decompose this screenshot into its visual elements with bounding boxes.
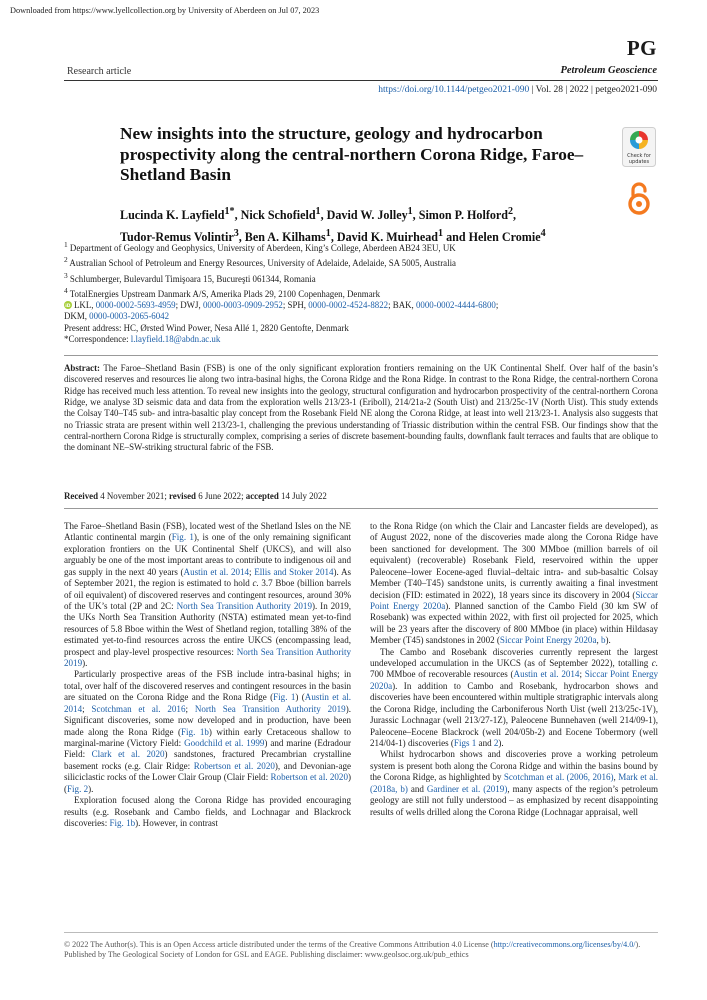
author-sup: 1 (325, 227, 331, 239)
author-sup: 2 (507, 206, 514, 217)
ref-link[interactable]: Austin et al. 2014 (64, 692, 351, 714)
author-name[interactable]: Lucinda K. Layfield (120, 208, 225, 223)
ref-link[interactable]: Siccar Point Energy 2020a (370, 669, 659, 691)
ref-link[interactable]: North Sea Transition Authority 2019 (64, 646, 351, 669)
correspondence-email-link[interactable]: l.layfield.18@abdn.ac.uk (130, 333, 221, 344)
present-address: Present address: HC, Ørsted Wind Power, Nesa Allé 1, 2820 Gentofte, Denmark (64, 322, 349, 333)
paragraph: Whilst hydrocarbon shows and discoveries prove a working petroleum system is present both along the Corona Ridge and within the basins bound by the Corona Ridge, as highlighted by Scotchman et al. (2006, 2016), Mark et al. (2018a, b) and Gardiner et al. (2019), many aspects of the region’s petroleum geology are still not fully understood – as emphasized by recent disappointing results of wells drilled along the Corona Ridge (Lochnagar appraisal, well (370, 749, 658, 817)
orcid-line: iDLKL, 0000-0002-5693-4959; DWJ, 0000-0003-0909-2952; SPH, 0000-0002-4524-8822; BAK, 0000-0002-4444-6800; (64, 300, 658, 311)
ref-link[interactable]: Robertson et al. 2020 (270, 772, 348, 783)
affiliation-1: $^1$ Department of Geology and Geophysics, University of Aberdeen, King’s College, Aberdeen AB24 3EU, UK (64, 240, 456, 253)
check-for-updates-icon (622, 127, 656, 167)
author-name[interactable]: , David K. Muirhead (330, 229, 438, 244)
figure-link[interactable]: Fig. 2 (67, 783, 89, 794)
ref-link[interactable]: Clark et al. 2020 (91, 749, 165, 760)
author-name[interactable]: Tudor-Remus Volintir (120, 229, 234, 244)
author-sup: 1* (224, 206, 235, 217)
figure-link[interactable]: Fig. 1b (109, 817, 136, 828)
author-name[interactable]: , Ben A. Kilhams (238, 229, 326, 244)
author-sup: 3 (233, 227, 239, 239)
figure-link[interactable]: Fig. 1b (181, 726, 209, 737)
ref-link[interactable]: b (601, 635, 606, 646)
citation: | Vol. 28 | 2022 | petgeo2021-090 (529, 85, 657, 95)
author-name[interactable]: and Helen Cromie (443, 229, 541, 244)
affiliations (64, 239, 658, 345)
figure-link[interactable]: Fig. 1 (171, 532, 194, 543)
open-access-icon (626, 180, 652, 216)
abstract-text: The Faroe–Shetland Basin (FSB) is one of the only significant exploration frontiers remaining on the UK Continental Shelf. Over half of the basin’s discovered reserves and resources lie along two intra-basinal highs, the Corona Ridge and the Rona Ridge. In contrast to the Rona Ridge, the central-northern Corona Ridge has received much less attention. To reveal new insights into the geology, structural configuration and hydrocarbon prospectivity of the central-northern Corona Ridge, we analyse 3D seismic data and data from the exploration wells 213/23-1 (Eriboll), 214/21a-2 (South Uist) and 213/25c-1V (North Uist). This study extends the Colsay T40–T45 sub- and intra-basaltic play concept from the Rosebank Field NE along the Corona Ridge, at least into well 213/23-1. Analysis also suggests that no Triassic strata are present within well 213/23-1, challenging the previous understanding of Triassic distribution within the central FSB. Our findings show that the central-northern Corona Ridge is structurally complex, comprising a series of discrete basement-bounding faults, downflank fault terraces and faults that are oblique to the dominant NE–SW-striking structural fabric of the FSB. (64, 363, 658, 453)
paragraph: The Cambo and Rosebank discoveries currently represent the largest undeveloped accumulation in the UKCS (as of September 2022), totalling c. 700 MMboe of recoverable resources (Austin et al. 2014; Siccar Point Energy 2020a). In addition to Cambo and Rosebank, hydrocarbon shows and discoveries have been encountered within multiple stratigraphic intervals along the Corona Ridge, including the Carboniferous North Uist (well 213/25c-1V), Jurassic Lochnagar (well 213/27-1Z), Paleocene Bunnehaven (well 214/09-1), Paleocene–Eocene Blackrock (well 204/05b-2) and Eocene Tobermory (well 214/04-1) discoveries (Figs 1 and 2). (370, 646, 659, 749)
ref-link[interactable]: Scotchman et al. 2016 (91, 703, 186, 714)
affiliation-2: $^2$ Australian School of Petroleum and Energy Resources, University of Adelaide, Adelaide, SA 5005, Australia (64, 255, 456, 269)
license-link[interactable]: http://creativecommons.org/licenses/by/4.0/ (493, 940, 636, 949)
correspondence: *Correspondence: l.layfield.18@abdn.ac.uk (64, 333, 221, 344)
author-sup: 1 (315, 206, 321, 217)
article-title: New insights into the structure, geology and hydrocarbon prospectivity along the central-northern Corona Ridge, Faroe–Shetland Basin (120, 124, 584, 184)
body-column-left (64, 521, 351, 829)
author-sup: 4 (540, 227, 546, 239)
author-line-1 (120, 203, 600, 225)
paragraph: The Faroe–Shetland Basin (FSB), located west of the Shetland Isles on the NE Atlantic continental margin (Fig. 1), is one of the only remaining significant exploration frontiers on the UK Continental Shelf (UKCS), and will also arguably be one of the most important areas to contribute to indigenous oil and gas supply in the next 40 years (Austin et al. 2014; Ellis and Stoker 2014). As of September 2021, the region is estimated to hold c. 3.7 Bboe (billion barrels of oil equivalent) of discovered reserves and contingent resources, around 30% of the UK’s total (2P and 2C: North Sea Transition Authority 2019). In 2019, the UKs North Sea Transition Authority (NSTA) estimated mean yet-to-find resources of 5.8 Bboe within the West of Shetland region, totalling 38% of the estimated yet-to-find resources across the entire UKCS (encompassing lead, prospect and play-level prospective resources: North Sea Transition Authority 2019). (64, 521, 352, 669)
check-for-updates-badge[interactable] (622, 127, 656, 167)
paragraph: Particularly prospective areas of the FSB include intra-basinal highs; in total, over half of the discovered reserves and contingent resources in the basin are situated on the Corona Ridge and the Rona Ridge (Fig. 1) (Austin et al. 2014; Scotchman et al. 2016; North Sea Transition Authority 2019). Significant discoveries, some now developed and in production, have been made along the Rona Ridge (Fig. 1b) within early Cretaceous shallow to marginal-marine (Victory Field: Goodchild et al. 1999) and marine (Edradour Field: Clark et al. 2020) sandstones, fractured Precambrian crystalline basement rocks (e.g. Clair Ridge: Robertson et al. 2020), and Devonian-age siliciclastic rocks of the Lower Clair Group (Clair Field: Robertson et al. 2020) (Fig. 2). (64, 669, 352, 794)
footer-divider (64, 932, 658, 933)
orcid-link[interactable]: 0000-0002-5693-4959 (95, 300, 176, 311)
author-name[interactable]: , David W. Jolley (320, 208, 408, 223)
ref-link[interactable]: North Sea Transition Authority 2019 (194, 703, 346, 714)
author-sep: , (513, 208, 517, 223)
figure-link[interactable]: Fig. 1 (273, 692, 296, 703)
orcid-icon (64, 301, 72, 309)
ref-link[interactable]: Scotchman et al. (2006, 2016) (503, 772, 614, 783)
abstract (64, 363, 658, 454)
check-updates-line2: updates (628, 159, 650, 165)
doi-line (378, 85, 657, 95)
figure-link[interactable]: 2 (493, 738, 499, 749)
ref-link[interactable]: Robertson et al. 2020 (193, 760, 275, 771)
paragraph: Exploration focused along the Corona Ridge has provided encouraging results (e.g. Rosebank and Cambo fields, and Lochnagar and Blackrock discoveries: Fig. 1b). However, in contrast (64, 795, 351, 828)
author-name[interactable]: , Nick Schofield (234, 208, 316, 223)
article-type: Research article (67, 66, 132, 77)
received-dates: Received 4 November 2021; revised 6 June 2022; accepted 14 July 2022 (64, 491, 327, 501)
abstract-label: Abstract: (64, 363, 100, 373)
header-rule (64, 80, 658, 81)
orcid-line-2: DKM, 0000-0003-2065-6042 (64, 311, 170, 322)
orcid-link[interactable]: 0000-0002-4524-8822 (308, 300, 389, 311)
figure-link[interactable]: Figs 1 (453, 738, 477, 749)
paragraph: to the Rona Ridge (on which the Clair and Lancaster fields are developed), as of August 2022, none of the discoveries made along the Corona Ridge have been sanctioned for development. The 300 MMboe (million barrels of oil equivalent) (recoverable) Rosebank Field, reservoired within the upper Paleocene–lower Eocene-aged fluvial–deltaic intra- and sub-basaltic Colsay Member (T40–T45) sandstone units, is currently awaiting a final investment decision (FID: estimated in 2022), 18 years since its discovery in 2004 (Siccar Point Energy 2020a). Planned sanction of the Cambo Field (30 km SW of Rosebank) was expected within 2022, with first oil projected for 2025, which will be 23 years after the discovery of 800 MMboe (in place) within Hildasay Member (T45) sandstones in 2002 (Siccar Point Energy 2020a, b). (370, 521, 659, 646)
ref-link[interactable]: North Sea Transition Authority 2019 (176, 600, 312, 611)
ref-link[interactable]: Gardiner et al. (2019) (426, 783, 508, 794)
ref-link[interactable]: Austin et al. 2014 (513, 669, 580, 680)
author-name[interactable]: , Simon P. Holford (412, 208, 508, 223)
doi-link[interactable]: https://doi.org/10.1144/petgeo2021-090 (378, 85, 530, 95)
ref-link[interactable]: Siccar Point Energy 2020a (370, 589, 658, 611)
ref-link[interactable]: Austin et al. 2014 (183, 566, 250, 577)
ref-link[interactable]: Ellis and Stoker 2014 (254, 566, 334, 577)
orcid-link[interactable]: 0000-0003-0909-2952 (202, 300, 283, 311)
author-sup: 1 (438, 227, 444, 239)
ref-link[interactable]: Siccar Point Energy 2020a (499, 635, 597, 646)
ref-link[interactable]: Mark et al. (2018a, b) (370, 772, 658, 794)
orcid-link[interactable]: 0000-0002-4444-6800 (415, 300, 496, 311)
affiliation-3: $^3$ Schlumberger, Bulevardul Timişoara 15, Bucureşti 061344, Romania (64, 270, 316, 284)
abstract-divider-bottom (64, 508, 658, 509)
abstract-divider-top (64, 355, 658, 356)
journal-name: Petroleum Geoscience (560, 65, 657, 76)
author-sup: 1 (407, 206, 413, 217)
affiliation-4: $^4$ TotalEnergies Upstream Danmark A/S, Amerika Plads 29, 2100 Copenhagen, Denmark (64, 285, 381, 299)
license-footer: © 2022 The Author(s). This is an Open Access article distributed under the terms of the Creative Commons Attribution 4.0 License (http://creativecommons.org/licenses/by/4.0/). Published by The Geological Society of London for GSL and EAGE. Publishing disclaimer: www.geolsoc.org.uk/pub_ethics (64, 940, 641, 960)
journal-logo: PG (626, 36, 657, 60)
check-updates-line1: Check for (627, 153, 651, 159)
orcid-link[interactable]: 0000-0003-2065-6042 (89, 311, 170, 322)
body-column-right (370, 521, 658, 818)
download-note: Downloaded from https://www.lyellcollection.org by University of Aberdeen on Jul 07, 2023 (10, 6, 320, 15)
ref-link[interactable]: Goodchild et al. 1999 (184, 738, 265, 749)
